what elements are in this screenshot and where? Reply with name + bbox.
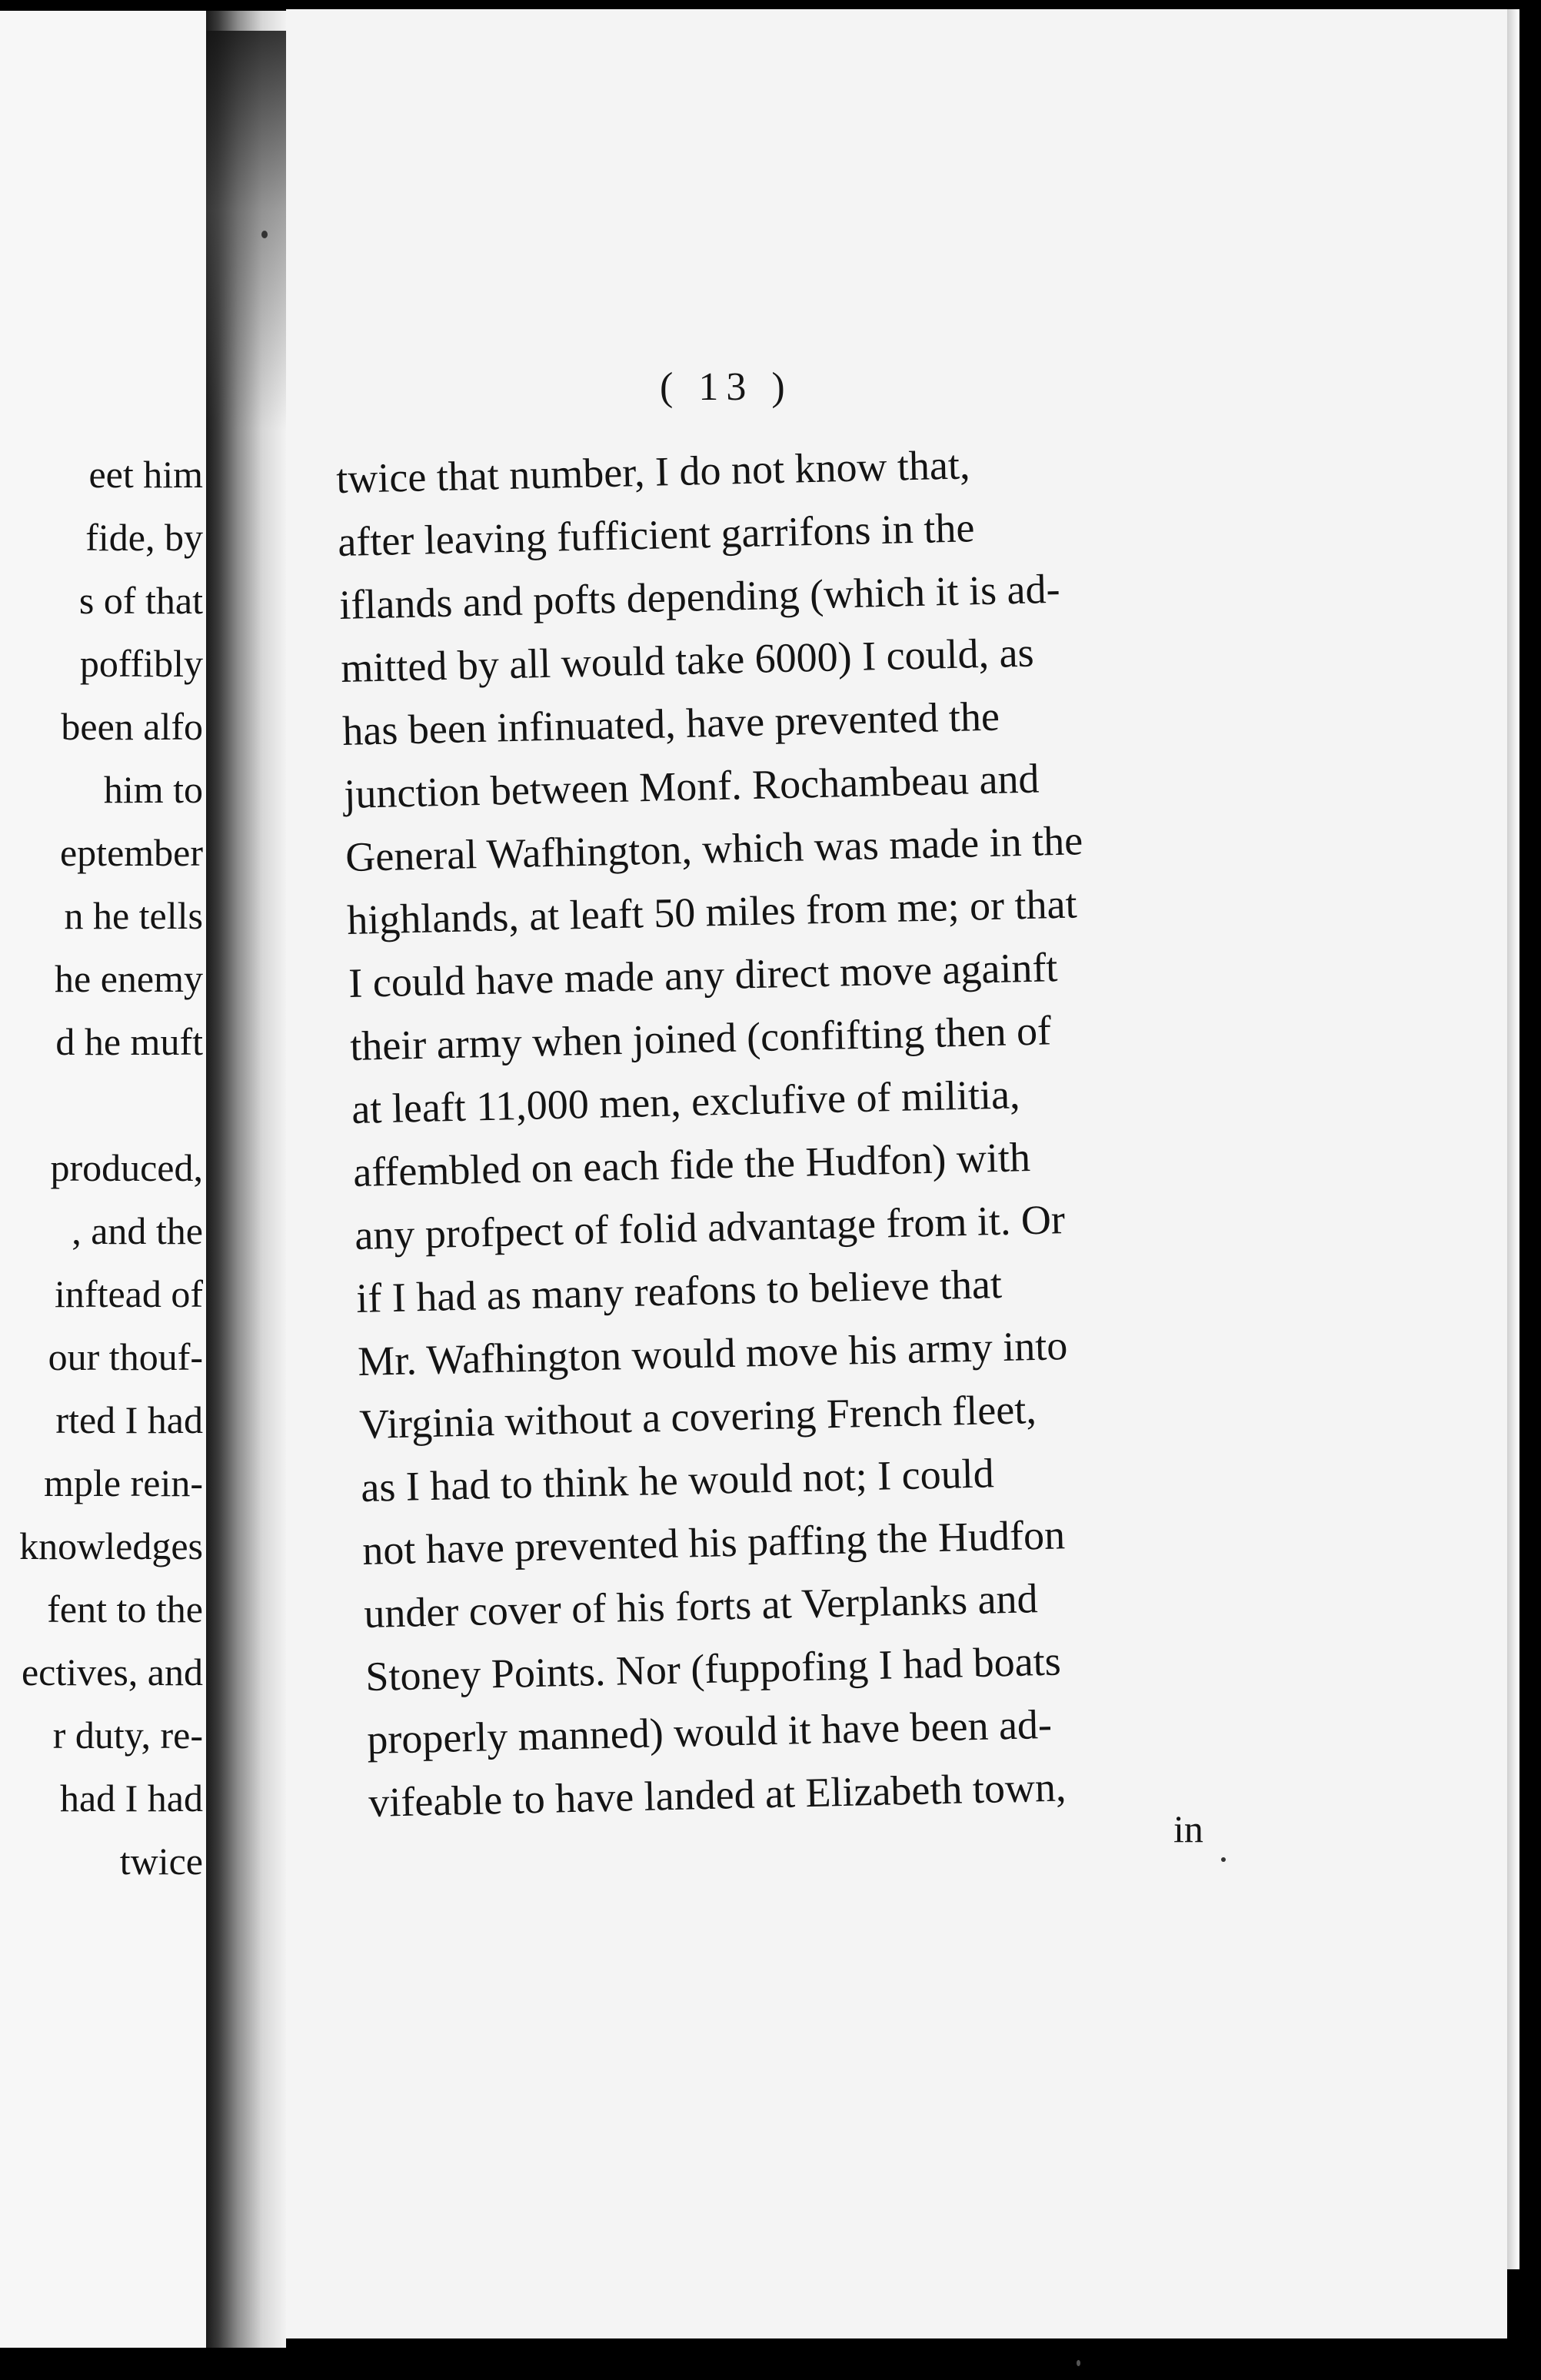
- body-text-line: Mr. Wafhington would move his army into: [357, 1322, 1068, 1384]
- body-text-line: properly manned) would it have been ad-: [366, 1700, 1053, 1763]
- body-text-line: has been infinuated, have prevented the: [341, 693, 1000, 754]
- left-page-fragment: [0, 11, 206, 2348]
- left-text-line: eptember: [59, 831, 203, 874]
- body-text-line: junction between Monf. Rochambeau and: [343, 755, 1040, 817]
- body-text-line: at leaft 11,000 men, exclufive of militia,: [351, 1071, 1021, 1132]
- body-text-line: iflands and pofts depending (which it is ad-: [338, 565, 1061, 628]
- left-text-line: eet him: [88, 453, 203, 496]
- left-text-line: fide, by: [85, 516, 203, 559]
- left-text-line: him to: [103, 768, 203, 811]
- body-text-line: Virginia without a covering French fleet,: [358, 1386, 1037, 1448]
- body-text-line: their army when joined (confifting then of: [349, 1007, 1052, 1069]
- left-text-line: inftead of: [55, 1272, 203, 1315]
- body-text-line: affembled on each fide the Hudfon) with: [352, 1134, 1031, 1195]
- catchword: in: [1173, 1807, 1203, 1850]
- left-text-line: been alfo: [61, 705, 203, 748]
- body-text-line: twice that number, I do not know that,: [335, 441, 971, 502]
- left-text-line: d he muft: [55, 1020, 203, 1063]
- left-text-line: rted I had: [55, 1398, 203, 1441]
- left-text-line: produced,: [50, 1146, 203, 1189]
- left-text-line: fent to the: [47, 1587, 203, 1630]
- left-text-line: , and the: [72, 1209, 203, 1252]
- left-text-line: s of that: [78, 579, 203, 622]
- left-text-line: had I had: [59, 1777, 203, 1820]
- left-text-line: twice: [119, 1840, 203, 1883]
- gutter-dark-band: [206, 31, 291, 430]
- left-text-line: r duty, re-: [52, 1714, 203, 1757]
- left-text-line: poffibly: [79, 642, 203, 685]
- page-edge: [1507, 9, 1519, 2269]
- left-text-line: ectives, and: [21, 1650, 203, 1694]
- body-text-line: if I had as many reafons to believe that: [355, 1260, 1003, 1321]
- left-text-line: n he tells: [64, 894, 203, 937]
- left-text-line: knowledges: [19, 1524, 203, 1567]
- left-text-line: our thouf-: [48, 1335, 203, 1378]
- page-number: ( 13 ): [660, 365, 793, 409]
- body-text-line: vifeable to have landed at Elizabeth town,: [368, 1763, 1067, 1826]
- body-text-line: after leaving fufficient garrifons in the: [337, 504, 976, 565]
- body-text-line: any profpect of folid advantage from it. Or: [354, 1196, 1066, 1258]
- body-text-line: mitted by all would take 6000) I could, as: [340, 629, 1035, 691]
- body-text-line: highlands, at leaft 50 miles from me; or that: [346, 880, 1078, 943]
- scan-speck: [1221, 1857, 1226, 1862]
- scan-speck: [261, 231, 268, 238]
- body-text-line: General Wafhington, which was made in the: [344, 817, 1083, 880]
- left-text-line: he enemy: [55, 957, 203, 1000]
- body-text-line: not have prevented his paffing the Hudfon: [361, 1511, 1066, 1574]
- scan-speck: [1077, 2360, 1080, 2366]
- body-text-line: Stoney Points. Nor (fuppofing I had boats: [364, 1637, 1062, 1700]
- body-text-line: as I had to think he would not; I could: [360, 1450, 995, 1511]
- left-text-line: mple rein-: [44, 1461, 203, 1504]
- body-text-line: I could have made any direct move againft: [348, 944, 1058, 1006]
- body-text-line: under cover of his forts at Verplanks and: [363, 1575, 1039, 1637]
